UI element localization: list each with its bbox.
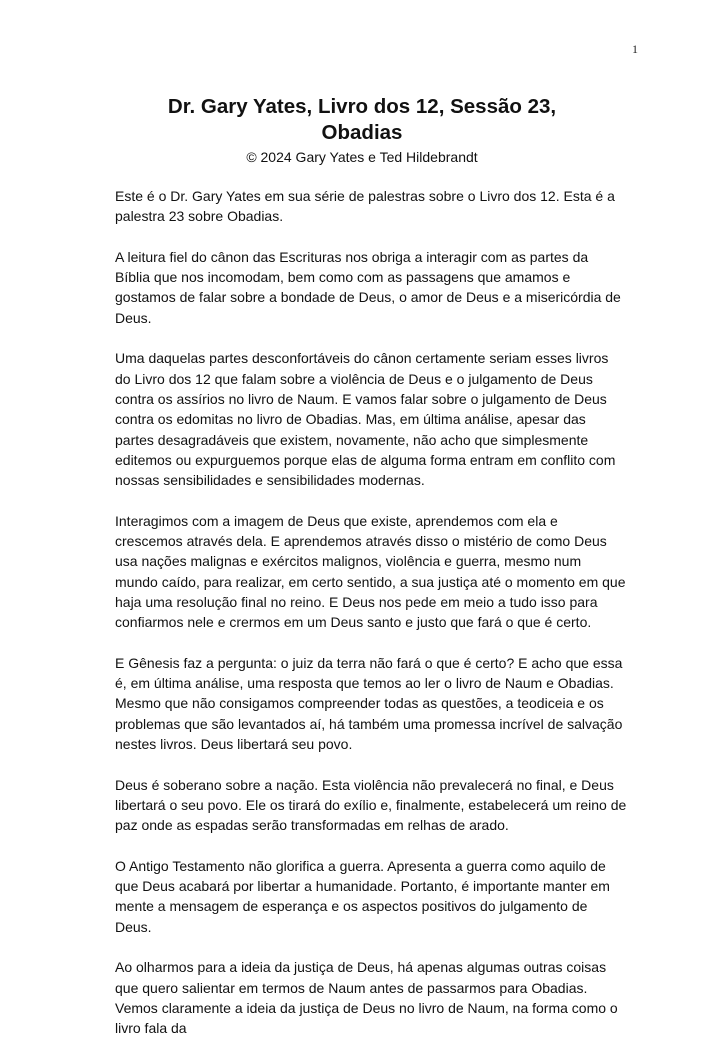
paragraph: Interagimos com a imagem de Deus que existe, aprendemos com ela e crescemos através dela. E aprendemos através disso o mistério de como Deus usa nações malignas e exércitos malignos, violência e guerra, mesmo num mundo caído, para realizar, em certo sentido, a sua justiça até o momento em que haja uma resolução final no reino. E Deus nos pede em meio a tudo isso para confiarmos nele e crermos em um Deus santo e justo que fará o que é certo. xyxy=(115,512,626,631)
paragraph: Deus é soberano sobre a nação. Esta violência não prevalecerá no final, e Deus libertará o seu povo. Ele os tirará do exílio e, finalmente, estabelecerá um reino de paz onde as espadas serão transformadas em relhas de arado. xyxy=(115,776,627,834)
paragraph: E Gênesis faz a pergunta: o juiz da terra não fará o que é certo? E acho que essa é, em última análise, uma resposta que temos ao ler o livro de Naum e Obadias. Mesmo que não consigamos compreender todas as questões, a teodiceia e os problemas que são levantados aí, há também uma promessa incrível de salvação nestes livros. Deus libertará seu povo. xyxy=(115,654,623,753)
page-number: 1 xyxy=(632,42,638,56)
paragraph: A leitura fiel do cânon das Escrituras nos obriga a interagir com as partes da Bíblia que nos incomodam, bem como com as passagens que amamos e gostamos de falar sobre a bondade de Deus, o amor de Deus e a misericórdia de Deus. xyxy=(115,248,621,326)
document-body xyxy=(115,186,627,1059)
copyright-line: © 2024 Gary Yates e Ted Hildebrandt xyxy=(246,149,478,165)
paragraph: Este é o Dr. Gary Yates em sua série de palestras sobre o Livro dos 12. Esta é a palestra 23 sobre Obadias. xyxy=(115,188,615,225)
paragraph: Uma daquelas partes desconfortáveis do cânon certamente seriam esses livros do Livro dos 12 que falam sobre a violência de Deus e o julgamento de Deus contra os assírios no livro de Naum. E vamos falar sobre o julgamento de Deus contra os edomitas no livro de Obadias. Mas, em última análise, apesar das partes desagradáveis que existem, novamente, não acho que simplesmente editemos ou expurguemos porque elas de alguma forma entram em conflito com nossas sensibilidades e sensibilidades modernas. xyxy=(115,350,616,489)
paragraph: Ao olharmos para a ideia da justiça de Deus, há apenas algumas outras coisas que quero salientar em termos de Naum antes de passarmos para Obadias. Vemos claramente a ideia da justiça de Deus no livro de Naum, na forma como o livro fala da xyxy=(115,959,618,1037)
document-title-line-1: Dr. Gary Yates, Livro dos 12, Sessão 23, xyxy=(167,95,557,118)
document-title-line-2: Obadias xyxy=(321,121,403,144)
paragraph: O Antigo Testamento não glorifica a guerra. Apresenta a guerra como aquilo de que Deus acabará por libertar a humanidade. Portanto, é importante manter em mente a mensagem de esperança e os aspectos positivos do julgamento de Deus. xyxy=(115,857,610,935)
document-header xyxy=(0,94,724,167)
